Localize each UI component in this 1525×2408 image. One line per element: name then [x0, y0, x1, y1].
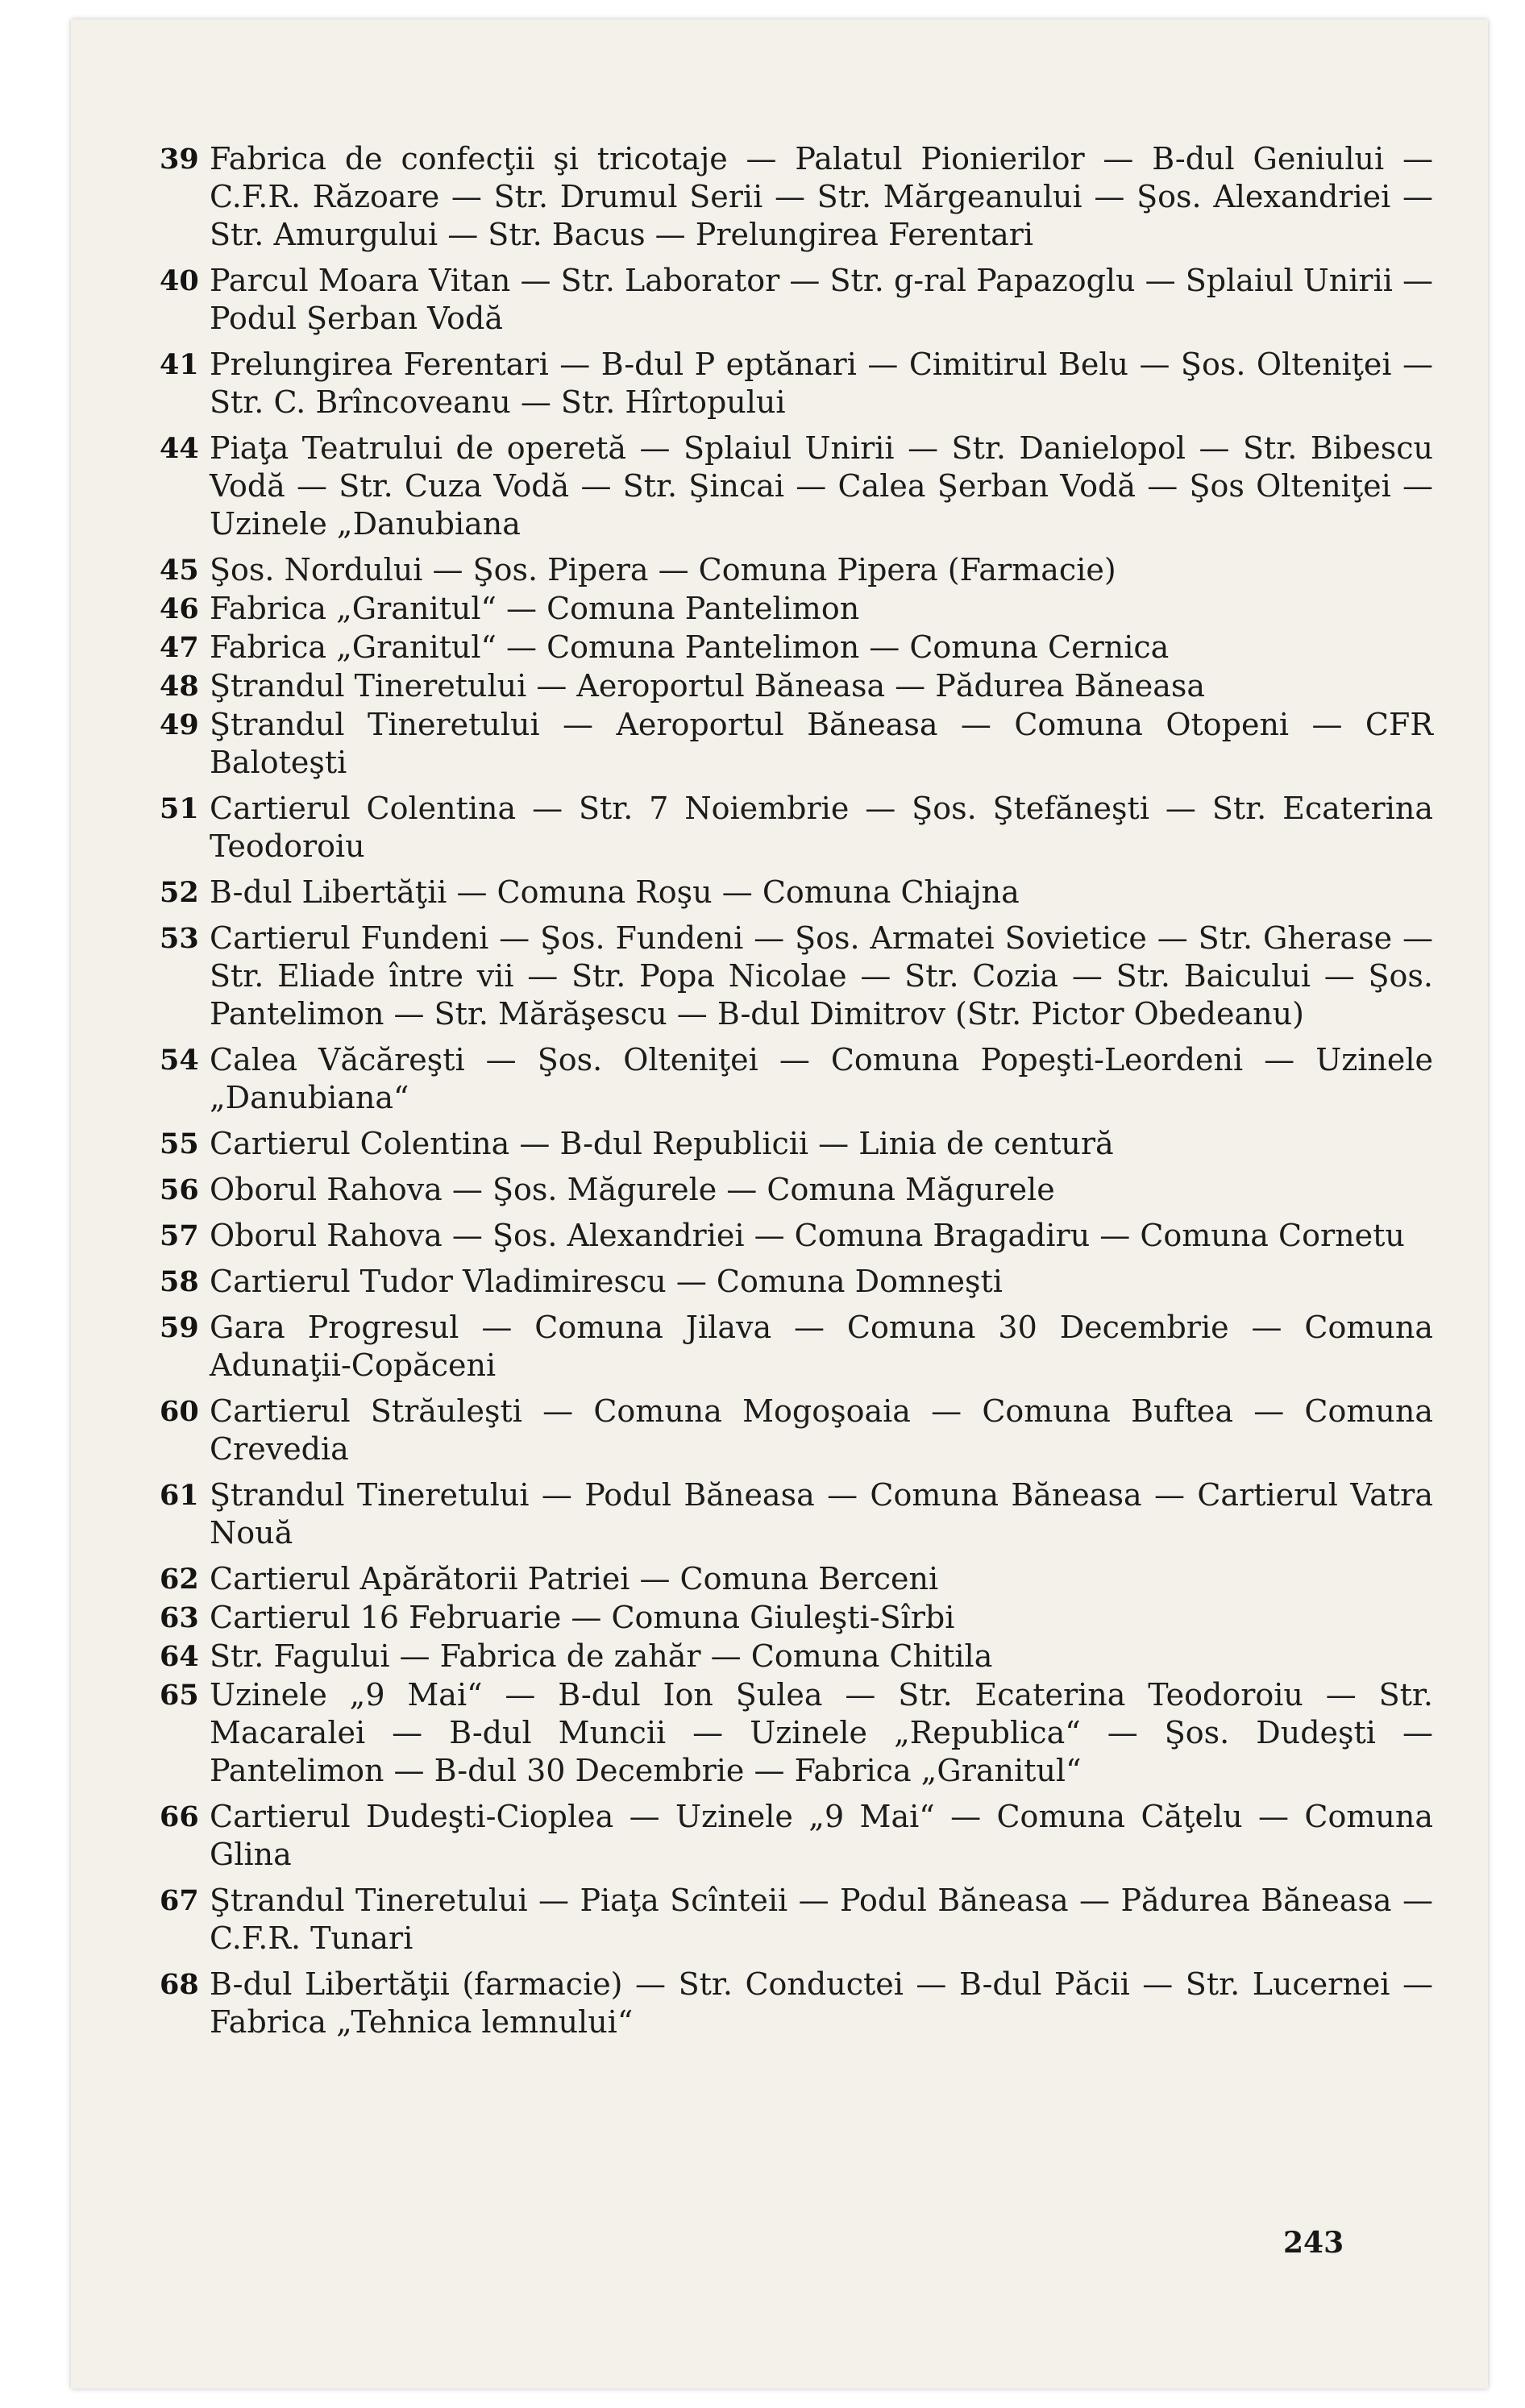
route-entry	[160, 1217, 1433, 1255]
route-entry	[160, 1882, 1433, 1958]
route-description: Calea Văcăreşti — Şos. Olteniţei — Comuna Popeşti-Leordeni — Uzinele „Danubiana“	[210, 1042, 1433, 1115]
route-entry	[160, 920, 1433, 1033]
route-description: Cartierul Fundeni — Şos. Fundeni — Şos. Armatei Sovietice — Str. Gherase — Str. Eliade între vii — Str. Popa Nicolae — Str. Cozia — Str. Baicului — Şos. Pantelimon — Str. Mărăşescu — B-dul Dimitrov (Str. Pictor Obedeanu)	[210, 920, 1433, 1032]
route-entry	[160, 430, 1433, 543]
route-entry	[160, 140, 1433, 254]
route-entry	[160, 1263, 1433, 1301]
route-number: 56	[160, 1173, 199, 1206]
route-description: Cartierul Apărătorii Patriei — Comuna Berceni	[210, 1561, 939, 1596]
route-number: 66	[160, 1800, 199, 1833]
route-description: Cartierul Colentina — Str. 7 Noiembrie — Şos. Ştefăneşti — Str. Ecaterina Teodoroiu	[210, 791, 1433, 864]
route-description: Cartierul 16 Februarie — Comuna Giuleşti-Sîrbi	[210, 1600, 955, 1635]
route-entry	[160, 667, 1433, 705]
route-number: 61	[160, 1479, 199, 1512]
route-description: Parcul Moara Vitan — Str. Laborator — Str. g-ral Papazoglu — Splaiul Unirii — Podul Şerban Vodă	[210, 263, 1433, 336]
route-number: 55	[160, 1127, 199, 1160]
route-number: 68	[160, 1968, 199, 2001]
route-description: B-dul Libertăţii — Comuna Roşu — Comuna Chiajna	[210, 874, 1020, 910]
page-number: 243	[1283, 2226, 1344, 2260]
route-number: 44	[160, 432, 199, 465]
route-description: Oborul Rahova — Şos. Alexandriei — Comuna Bragadiru — Comuna Cornetu	[210, 1218, 1405, 1253]
route-number: 54	[160, 1044, 199, 1077]
route-number: 57	[160, 1219, 199, 1252]
route-entry	[160, 1309, 1433, 1385]
route-description: Ştrandul Tineretului — Aeroportul Băneasa — Pădurea Băneasa	[210, 668, 1206, 704]
route-number: 52	[160, 876, 199, 909]
route-description: Ştrandul Tineretului — Podul Băneasa — Comuna Băneasa — Cartierul Vatra Nouă	[210, 1477, 1433, 1551]
route-description: Fabrica „Granitul“ — Comuna Pantelimon — Comuna Cernica	[210, 629, 1170, 665]
route-entry	[160, 590, 1433, 628]
route-number: 53	[160, 922, 199, 955]
route-entry	[160, 1393, 1433, 1468]
route-entry	[160, 1560, 1433, 1598]
route-number: 63	[160, 1601, 199, 1634]
route-number: 49	[160, 708, 199, 741]
route-entry	[160, 1171, 1433, 1209]
route-number: 48	[160, 670, 199, 703]
route-entry	[160, 1676, 1433, 1790]
route-description: Piaţa Teatrului de operetă — Splaiul Unirii — Str. Danielopol — Str. Bibescu Vodă — Str. Cuza Vodă — Str. Şincai — Calea Şerban Vodă — Şos Olteniţei — Uzinele „Danubiana	[210, 430, 1433, 542]
route-entry	[160, 262, 1433, 338]
route-description: Cartierul Colentina — B-dul Republicii — Linia de centură	[210, 1126, 1114, 1161]
route-description: Str. Fagului — Fabrica de zahăr — Comuna Chitila	[210, 1638, 993, 1674]
route-entry	[160, 629, 1433, 666]
route-description: Cartierul Tudor Vladimirescu — Comuna Domneşti	[210, 1264, 1003, 1299]
route-description: Fabrica de confecţii şi tricotaje — Palatul Pionierilor — B-dul Geniului — C.F.R. Răzoare — Str. Drumul Serii — Str. Mărgeanului — Şos. Alexandriei — Str. Amurgului — Str. Bacus — Prelungirea Ferentari	[210, 141, 1433, 252]
route-description: Gara Progresul — Comuna Jilava — Comuna 30 Decembrie — Comuna Adunaţii-Copăceni	[210, 1310, 1433, 1383]
route-entry	[160, 1638, 1433, 1675]
route-description: Cartierul Străuleşti — Comuna Mogoşoaia — Comuna Buftea — Comuna Crevedia	[210, 1393, 1433, 1467]
route-entry	[160, 1798, 1433, 1874]
route-number: 67	[160, 1884, 199, 1917]
route-list	[160, 140, 1433, 2049]
route-number: 60	[160, 1395, 199, 1428]
book-page	[71, 19, 1488, 2389]
route-number: 47	[160, 631, 199, 664]
route-description: Prelungirea Ferentari — B-dul P eptănari — Cimitirul Belu — Şos. Olteniţei — Str. C. Brîncoveanu — Str. Hîrtopului	[210, 347, 1433, 420]
route-number: 41	[160, 348, 199, 381]
route-description: Cartierul Dudeşti-Cioplea — Uzinele „9 Mai“ — Comuna Căţelu — Comuna Glina	[210, 1799, 1433, 1872]
route-description: Fabrica „Granitul“ — Comuna Pantelimon	[210, 591, 860, 626]
route-entry	[160, 1476, 1433, 1552]
route-entry	[160, 1041, 1433, 1117]
route-description: Uzinele „9 Mai“ — B-dul Ion Şulea — Str. Ecaterina Teodoroiu — Str. Macaralei — B-dul Muncii — Uzinele „Republica“ — Şos. Dudeşti — Pantelimon — B-dul 30 Decembrie — Fabrica „Granitul“	[210, 1677, 1433, 1788]
route-number: 64	[160, 1640, 199, 1673]
route-entry	[160, 790, 1433, 866]
route-number: 39	[160, 143, 199, 176]
route-description: Oborul Rahova — Şos. Măgurele — Comuna Măgurele	[210, 1172, 1055, 1207]
route-number: 45	[160, 554, 199, 587]
route-description: Şos. Nordului — Şos. Pipera — Comuna Pipera (Farmacie)	[210, 552, 1116, 587]
route-description: Ştrandul Tineretului — Aeroportul Băneasa — Comuna Otopeni — CFR Baloteşti	[210, 707, 1433, 780]
route-entry	[160, 1966, 1433, 2041]
route-description: Ştrandul Tineretului — Piaţa Scînteii — Podul Băneasa — Pădurea Băneasa — C.F.R. Tunari	[210, 1883, 1433, 1956]
route-entry	[160, 346, 1433, 421]
route-number: 58	[160, 1265, 199, 1298]
route-number: 40	[160, 264, 199, 297]
route-description: B-dul Libertăţii (farmacie) — Str. Conductei — B-dul Păcii — Str. Lucernei — Fabrica „Tehnica lemnului“	[210, 1966, 1433, 2040]
route-entry	[160, 551, 1433, 589]
route-entry	[160, 1125, 1433, 1163]
route-entry	[160, 706, 1433, 782]
route-number: 65	[160, 1679, 199, 1712]
route-number: 51	[160, 792, 199, 825]
route-number: 59	[160, 1311, 199, 1344]
route-entry	[160, 874, 1433, 911]
route-number: 46	[160, 592, 199, 625]
route-entry	[160, 1599, 1433, 1637]
route-number: 62	[160, 1563, 199, 1596]
